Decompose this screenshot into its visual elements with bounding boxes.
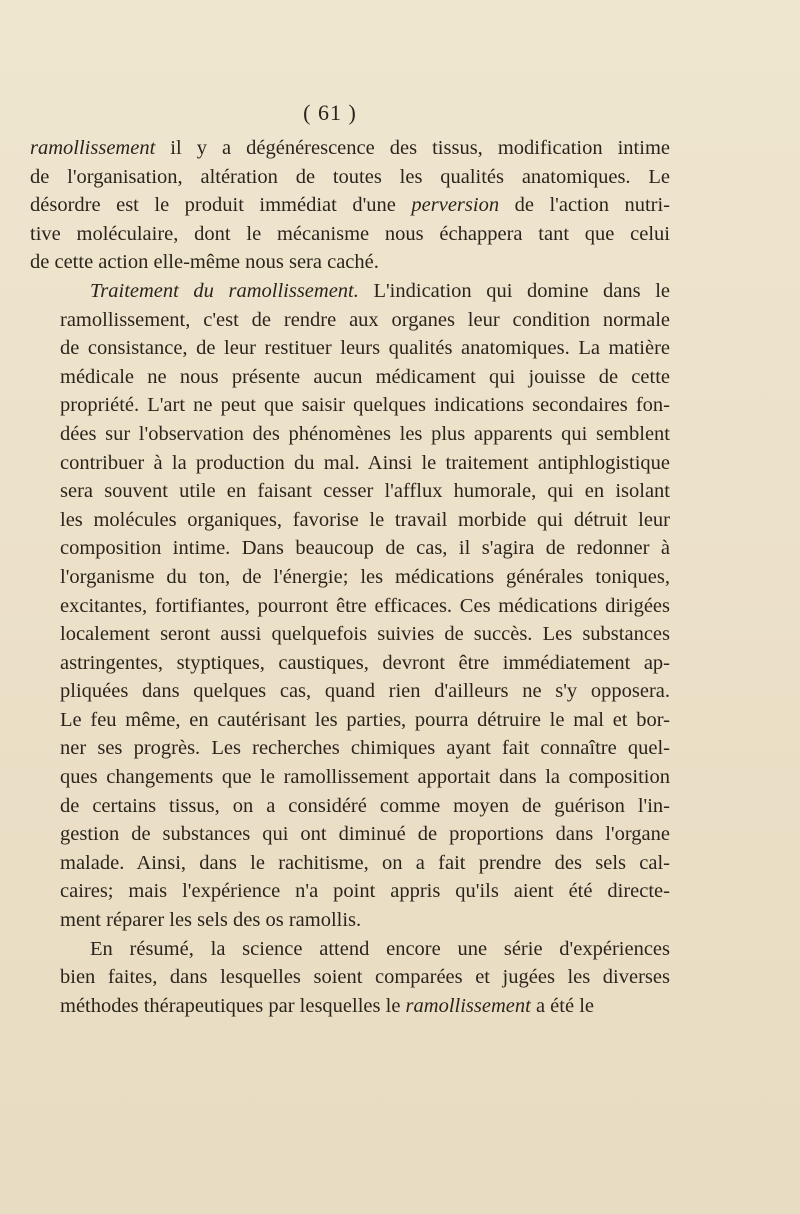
text-segment: gestion de substances qui ont diminué de proportions dans l'organe: [60, 823, 670, 846]
text-line: [30, 849, 670, 878]
text-line: [30, 334, 670, 363]
text-segment: désordre est le produit immédiat d'une: [30, 194, 412, 217]
text-line: [30, 792, 670, 821]
italic-text: ramollissement: [405, 994, 531, 1017]
text-segment: composition intime. Dans beaucoup de cas, il s'agira de redonner à: [60, 537, 670, 560]
text-line: [30, 220, 670, 249]
italic-text: Traitement du ramollissement.: [90, 279, 359, 302]
text-line: [30, 820, 670, 849]
page-number: ( 61 ): [303, 100, 357, 125]
text-segment: astringentes, styptiques, caustiques, devront être immédiatement ap-: [60, 651, 670, 674]
text-segment: En résumé, la science attend encore une série d'expériences: [90, 937, 670, 960]
text-line: [30, 391, 670, 420]
text-line: [30, 277, 670, 306]
text-line: [30, 534, 670, 563]
text-segment: dées sur l'observation des phénomènes les plus apparents qui semblent: [60, 422, 670, 445]
text-segment: localement seront aussi quelquefois suivies de succès. Les substances: [60, 623, 670, 646]
text-line: [30, 992, 670, 1021]
text-line: [30, 677, 670, 706]
text-line: [30, 963, 670, 992]
text-segment: excitantes, fortifiantes, pourront être efficaces. Ces médications dirigées: [60, 594, 670, 617]
text-line: [30, 191, 670, 220]
text-segment: caires; mais l'expérience n'a point appris qu'ils aient été directe-: [60, 880, 670, 903]
text-segment: malade. Ainsi, dans le rachitisme, on a fait prendre des sels cal-: [60, 851, 670, 874]
text-line: [30, 163, 670, 192]
text-segment: de consistance, de leur restituer leurs qualités anatomiques. La matière: [60, 337, 670, 360]
text-line: [30, 363, 670, 392]
text-line: [30, 592, 670, 621]
text-line: [30, 935, 670, 964]
text-segment: bien faites, dans lesquelles soient comparées et jugées les diverses: [60, 966, 670, 989]
text-segment: les molécules organiques, favorise le travail morbide qui détruit leur: [60, 508, 670, 531]
text-segment: pliquées dans quelques cas, quand rien d'ailleurs ne s'y opposera.: [60, 680, 670, 703]
text-segment: tive moléculaire, dont le mécanisme nous échappera tant que celui: [30, 222, 670, 245]
text-segment: ramollissement, c'est de rendre aux organes leur condition normale: [60, 308, 670, 331]
text-line: [30, 248, 670, 277]
paragraph: [30, 134, 670, 277]
text-line: [30, 877, 670, 906]
text-segment: ment réparer les sels des os ramollis.: [60, 909, 362, 932]
text-line: [30, 734, 670, 763]
text-segment: de l'action nutri-: [499, 194, 670, 217]
text-segment: méthodes thérapeutiques par lesquelles le: [60, 994, 406, 1017]
text-line: [30, 449, 670, 478]
text-segment: a été le: [530, 994, 594, 1017]
text-line: [30, 706, 670, 735]
text-line: [30, 620, 670, 649]
text-line: [30, 420, 670, 449]
text-segment: de l'organisation, altération de toutes les qualités anatomiques. Le: [30, 165, 670, 188]
text-line: [30, 506, 670, 535]
paragraph: [30, 277, 670, 935]
text-segment: médicale ne nous présente aucun médicament qui jouisse de cette: [60, 365, 670, 388]
paragraph: [30, 935, 670, 1021]
text-segment: ques changements que le ramollissement apportait dans la composition: [60, 766, 670, 789]
text-line: [30, 306, 670, 335]
text-line: [30, 134, 670, 163]
text-line: [30, 906, 670, 935]
italic-text: perversion: [411, 194, 500, 217]
text-segment: de certains tissus, on a considéré comme moyen de guérison l'in-: [60, 794, 670, 817]
body-text: [30, 134, 670, 1020]
text-line: [30, 477, 670, 506]
text-line: [30, 563, 670, 592]
text-segment: sera souvent utile en faisant cesser l'afflux humorale, qui en isolant: [60, 480, 670, 503]
italic-text: ramollissement: [30, 137, 156, 159]
text-segment: propriété. L'art ne peut que saisir quelques indications secondaires fon-: [60, 394, 670, 417]
text-segment: contribuer à la production du mal. Ainsi le traitement antiphlogistique: [60, 451, 670, 474]
text-segment: ner ses progrès. Les recherches chimiques ayant fait connaître quel-: [60, 737, 670, 760]
text-segment: il y a dégénérescence des tissus, modification intime: [155, 137, 670, 159]
text-segment: de cette action elle-même nous sera caché.: [30, 251, 379, 274]
text-segment: Le feu même, en cautérisant les parties, pourra détruire le mal et bor-: [60, 708, 670, 731]
text-line: [30, 763, 670, 792]
text-line: [30, 649, 670, 678]
text-segment: L'indication qui domine dans le: [358, 279, 671, 302]
text-segment: l'organisme du ton, de l'énergie; les médications générales toniques,: [60, 565, 670, 588]
